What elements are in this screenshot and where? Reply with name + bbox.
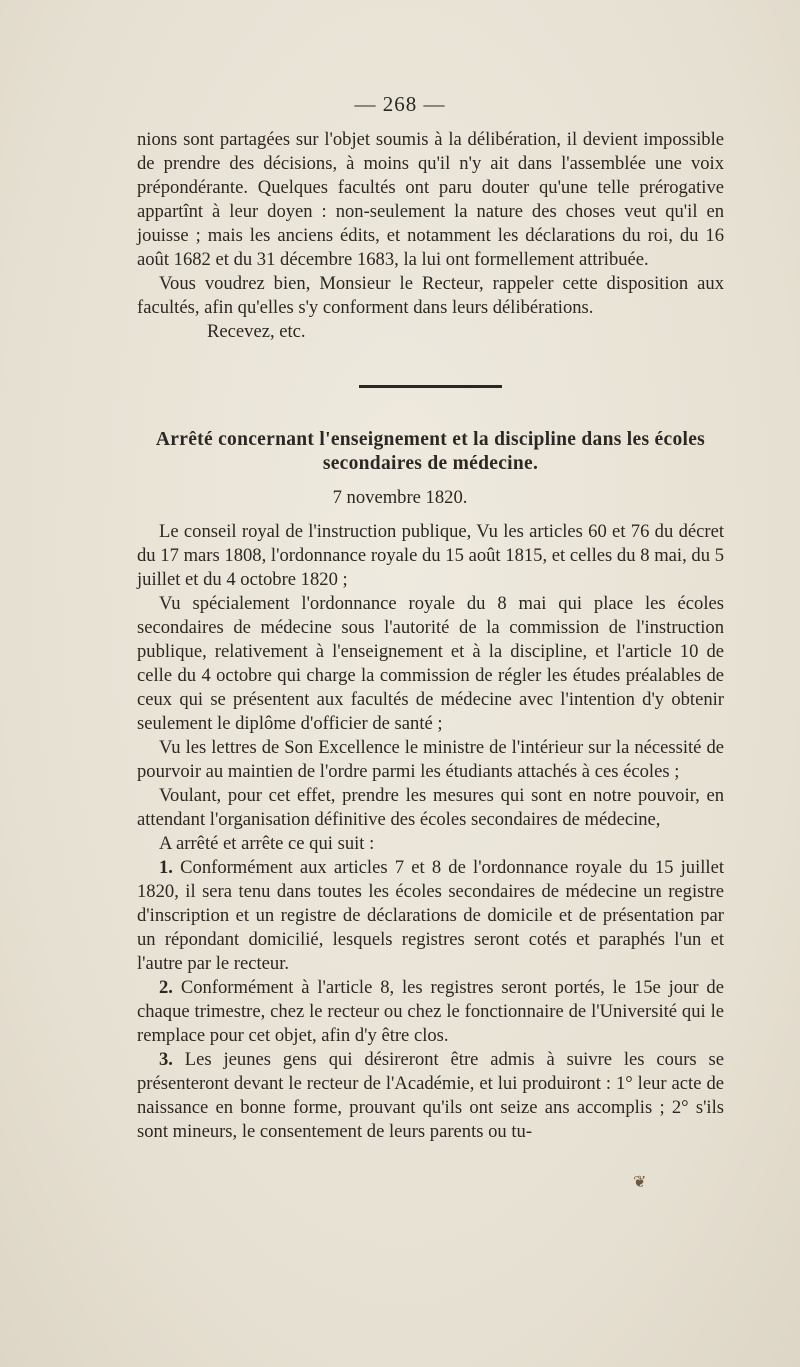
decree-body	[137, 520, 724, 1144]
article-number: 1.	[159, 857, 173, 878]
article-text: Conformément aux articles 7 et 8 de l'ordonnance royale du 15 juillet 1820, il sera tenu dans toutes les écoles secondaires de médecine un registre d'inscription et un registre de déclarations de domicile et de présentation par un répondant domicilié, lesquels registres seront cotés et paraphés l'un et l'autre par le recteur.	[137, 857, 724, 974]
article-text: Les jeunes gens qui désireront être admis à suivre les cours se présenteront devant le recteur de l'Académie, et lui produiront : 1° leur acte de naissance en bonne forme, prouvant qu'ils ont seize ans accomplis ; 2° s'ils sont mineurs, le consentement de leurs parents ou tu-	[137, 1049, 724, 1142]
article-text: Conformément à l'article 8, les registres seront portés, le 15e jour de chaque trimestre, chez le recteur ou chez le fonctionnaire de l'Université qui le remplace pour cet objet, afin d'y être clos.	[137, 977, 724, 1046]
page-number: — 268 —	[354, 92, 446, 116]
body-paragraph: Voulant, pour cet effet, prendre les mesures qui sont en notre pouvoir, en attendant l'organisation définitive des écoles secondaires de médecine,	[137, 785, 724, 830]
intro-paragraph: Vous voudrez bien, Monsieur le Recteur, rappeler cette disposition aux facultés, afin qu'elles s'y conforment dans leurs délibérations.	[137, 273, 724, 318]
intro-text	[137, 128, 724, 344]
article-number: 2.	[159, 977, 173, 998]
body-paragraph: Vu les lettres de Son Excellence le ministre de l'intérieur sur la nécessité de pourvoir au maintien de l'ordre parmi les étudiants attachés à ces écoles ;	[137, 737, 724, 782]
section-heading: Arrêté concernant l'enseignement et la discipline dans les écoles secondaires de médecine.	[155, 429, 706, 474]
closing-formula: Recevez, etc.	[207, 321, 306, 342]
section-divider	[359, 385, 502, 388]
article	[137, 1048, 724, 1144]
ink-mark-icon: ❦	[633, 1174, 647, 1191]
article	[137, 976, 724, 1048]
body-paragraph: Vu spécialement l'ordonnance royale du 8 mai qui place les écoles secondaires de médecine sous l'autorité de la commission de l'instruction publique, relativement à l'enseignement et à la discipline, et l'article 10 de celle du 4 octobre qui charge la commission de régler les études préalables de ceux qui se présentent aux facultés de médecine avec l'intention d'y obtenir seulement le diplôme d'officier de santé ;	[137, 593, 724, 734]
article-number: 3.	[159, 1049, 173, 1070]
body-paragraph: A arrêté et arrête ce qui suit :	[159, 833, 375, 854]
body-paragraph: Le conseil royal de l'instruction publique, Vu les articles 60 et 76 du décret du 17 mars 1808, l'ordonnance royale du 15 août 1815, et celles du 8 mai, du 5 juillet et du 4 octobre 1820 ;	[137, 521, 724, 590]
section-date: 7 novembre 1820.	[332, 487, 468, 508]
intro-paragraph: nions sont partagées sur l'objet soumis à la délibération, il devient impossible de prendre des décisions, à moins qu'il n'y ait dans l'assemblée une voix prépondérante. Quelques facultés ont paru douter qu'une telle prérogative appartînt à leur doyen : non-seulement la nature des choses veut qu'il en jouisse ; mais les anciens édits, et notamment les déclarations du roi, du 16 août 1682 et du 31 décembre 1683, la lui ont formellement attribuée.	[137, 129, 724, 270]
article	[137, 856, 724, 976]
